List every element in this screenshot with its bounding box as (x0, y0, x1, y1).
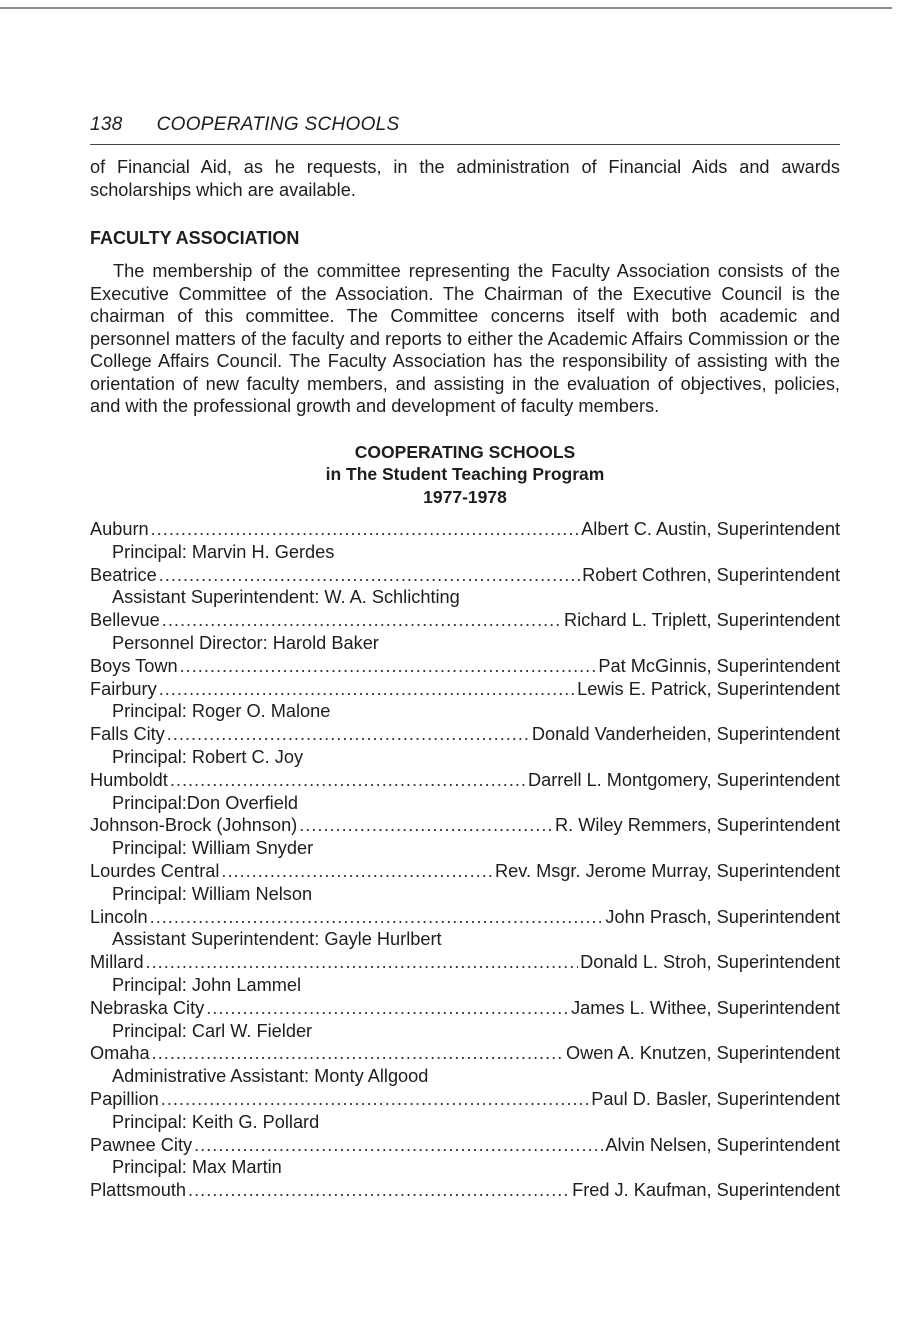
superintendent: James L. Withee, Superintendent (571, 997, 840, 1018)
schools-year: 1977-1978 (423, 486, 507, 507)
school-line (90, 814, 840, 837)
dot-leader (221, 860, 493, 883)
school-entry (90, 1042, 840, 1088)
school-line (90, 678, 840, 701)
school-line (90, 518, 840, 541)
school-official: Assistant Superintendent: Gayle Hurlbert (112, 929, 442, 950)
dot-leader (150, 906, 604, 929)
school-line (90, 609, 840, 632)
school-official: Principal: Carl W. Fielder (112, 1020, 313, 1041)
school-line (90, 1179, 840, 1202)
school-name: Humboldt (90, 769, 168, 790)
school-entry (90, 997, 840, 1043)
school-name: Falls City (90, 724, 165, 745)
superintendent: Richard L. Triplett, Superintendent (564, 610, 840, 631)
superintendent: Paul D. Basler, Superintendent (591, 1088, 840, 1109)
superintendent: John Prasch, Superintendent (605, 906, 840, 927)
school-name: Boys Town (90, 655, 178, 676)
superintendent: Albert C. Austin, Superintendent (581, 519, 840, 539)
school-entry (90, 655, 840, 678)
school-name: Auburn (90, 519, 149, 539)
school-line (90, 1088, 840, 1111)
schools-subtitle: in The Student Teaching Program (325, 464, 605, 484)
school-entry (90, 518, 840, 564)
dot-leader (188, 1179, 570, 1202)
school-entry (90, 723, 840, 769)
school-official: Principal: Keith G. Pollard (112, 1111, 320, 1132)
school-line (90, 723, 840, 746)
superintendent: Pat McGinnis, Superintendent (598, 655, 840, 676)
dot-leader (151, 518, 580, 541)
school-official: Principal:Don Overfield (112, 792, 298, 813)
page-number: 138 (90, 114, 123, 135)
document-page (90, 110, 840, 1220)
school-entry (90, 769, 840, 815)
superintendent: Lewis E. Patrick, Superintendent (577, 678, 840, 699)
school-entry (90, 1088, 840, 1134)
school-name: Lincoln (90, 906, 148, 927)
school-entry (90, 564, 840, 610)
school-entry (90, 609, 840, 655)
schools-title: COOPERATING SCHOOLS (354, 441, 576, 462)
dot-leader (159, 678, 575, 701)
school-name: Beatrice (90, 564, 157, 585)
school-name: Fairbury (90, 678, 157, 699)
running-header (90, 110, 840, 145)
dot-leader (180, 655, 597, 678)
school-name: Omaha (90, 1043, 150, 1064)
superintendent: Donald Vanderheiden, Superintendent (531, 724, 840, 745)
superintendent: Alvin Nelsen, Superintendent (605, 1134, 840, 1155)
superintendent: Owen A. Knutzen, Superintendent (565, 1043, 840, 1064)
school-official: Principal: John Lammel (112, 974, 302, 995)
dot-leader (206, 997, 569, 1020)
superintendent: Darrell L. Montgomery, Superintendent (527, 769, 840, 790)
intro-paragraph: of Financial Aid, as he requests, in the administration of Financial Aids and awards scholarships which are available. (90, 157, 840, 200)
school-name: Millard (90, 952, 144, 973)
school-official: Principal: William Nelson (112, 883, 313, 904)
superintendent: Robert Cothren, Superintendent (582, 564, 840, 585)
faculty-association-paragraph: The membership of the committee representing the Faculty Association consists of the Executive Committee of the Association. The Chairman of the Executive Council is the chairman of this committee. The Committee concerns itself with both academic and personnel matters of the faculty and reports to either the Academic Affairs Commission or the College Affairs Council. The Faculty Association has the responsibility of assisting with the orientation of new faculty members, and assisting in the evaluation of objectives, policies, and with the professional growth and development of faculty members. (90, 261, 840, 416)
dot-leader (161, 1088, 590, 1111)
school-entry (90, 1179, 840, 1202)
school-entry (90, 951, 840, 997)
scan-edge-rule (0, 7, 892, 9)
dot-leader (159, 564, 580, 587)
school-entry (90, 678, 840, 724)
dot-leader (162, 609, 562, 632)
dot-leader (152, 1042, 564, 1065)
school-entry (90, 814, 840, 860)
school-name: Nebraska City (90, 997, 205, 1018)
school-line (90, 1134, 840, 1157)
school-line (90, 1042, 840, 1065)
school-line (90, 655, 840, 678)
school-entry (90, 860, 840, 906)
dot-leader (167, 723, 530, 746)
school-line (90, 906, 840, 929)
school-name: Lourdes Central (90, 860, 220, 881)
dot-leader (299, 814, 553, 837)
running-title: COOPERATING SCHOOLS (156, 114, 400, 135)
school-official: Principal: William Snyder (112, 838, 314, 859)
school-official: Principal: Max Martin (112, 1157, 282, 1178)
school-line (90, 951, 840, 974)
school-official: Principal: Robert C. Joy (112, 746, 304, 767)
school-name: Papillion (90, 1088, 159, 1109)
school-name: Plattsmouth (90, 1180, 187, 1201)
superintendent: Donald L. Stroh, Superintendent (580, 952, 840, 973)
school-list (90, 518, 840, 1202)
dot-leader (194, 1134, 603, 1157)
school-official: Administrative Assistant: Monty Allgood (112, 1066, 429, 1087)
school-line (90, 997, 840, 1020)
school-official: Principal: Marvin H. Gerdes (112, 541, 335, 562)
school-entry (90, 1134, 840, 1180)
school-official: Principal: Roger O. Malone (112, 701, 331, 722)
school-line (90, 564, 840, 587)
school-official: Personnel Director: Harold Baker (112, 632, 379, 653)
school-name: Bellevue (90, 610, 160, 631)
dot-leader (170, 769, 526, 792)
superintendent: Fred J. Kaufman, Superintendent (572, 1180, 840, 1201)
superintendent: Rev. Msgr. Jerome Murray, Superintendent (494, 860, 840, 881)
school-name: Johnson-Brock (Johnson) (90, 815, 298, 836)
school-name: Pawnee City (90, 1134, 193, 1155)
dot-leader (146, 951, 579, 974)
school-official: Assistant Superintendent: W. A. Schlichting (112, 587, 460, 608)
superintendent: R. Wiley Remmers, Superintendent (554, 815, 840, 836)
school-line (90, 769, 840, 792)
school-line (90, 860, 840, 883)
school-entry (90, 906, 840, 952)
faculty-association-heading: FACULTY ASSOCIATION (90, 228, 300, 248)
